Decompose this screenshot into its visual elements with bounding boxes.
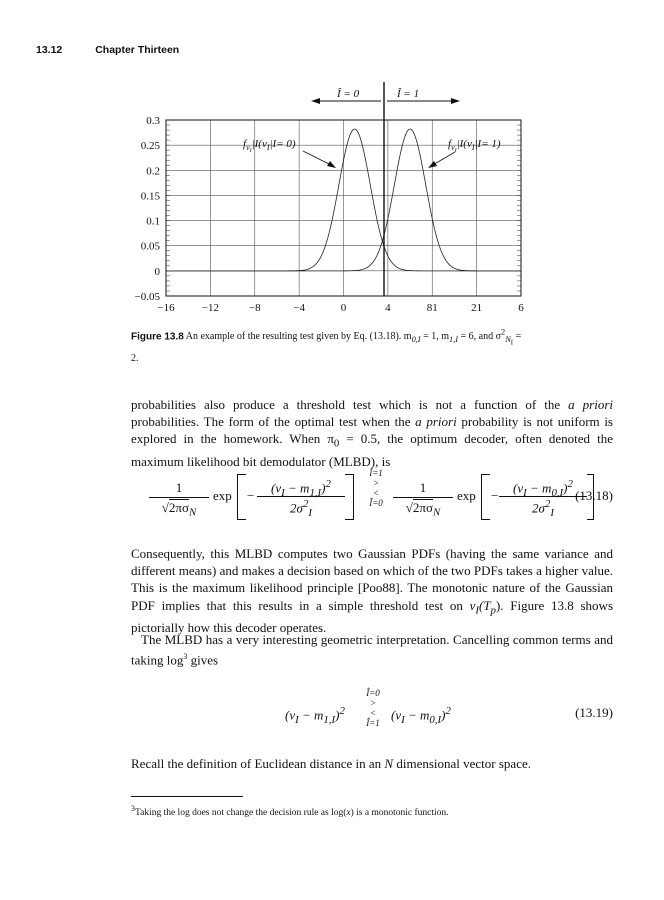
paragraph-euclidean: Recall the definition of Euclidean distance in an N dimensional vector space. bbox=[131, 756, 531, 771]
eq18-one-b: 1 bbox=[419, 480, 427, 495]
paragraph-geometric: The MLBD has a very interesting geometric interpretation. Cancelling common terms and taking $\log^3$ gives bbox=[131, 632, 613, 668]
curve-label-left: $f_vI|I(v_I|I= 0)$ bbox=[243, 138, 296, 154]
caption-label: Figure 13.8 bbox=[131, 331, 184, 343]
eq18-frac-line-d bbox=[499, 496, 587, 497]
eq18-bracket-open-b bbox=[481, 474, 490, 520]
footnote-rule bbox=[131, 796, 243, 797]
x-tick-label: −4 bbox=[293, 302, 305, 314]
eq18-den-b: $2\sigma^2_I$ bbox=[532, 498, 554, 519]
eq18-num-b: $(v_I - m_{0,I})^2$ bbox=[513, 478, 573, 499]
eq18-bracket-close-a bbox=[345, 474, 354, 520]
eq19-decision-rule: Î=0 > < Î=1 bbox=[366, 688, 380, 728]
x-tick-label: 6 bbox=[518, 302, 524, 314]
x-tick-label: −16 bbox=[157, 302, 175, 314]
eq18-num-a: $(v_I - m_{1,I})^2$ bbox=[271, 478, 331, 499]
curve-label-right: $f_vI|I(v_I|I= 1)$ bbox=[448, 138, 501, 154]
chapter-title: Chapter Thirteen bbox=[95, 44, 180, 56]
x-tick-label: 81 bbox=[426, 302, 438, 314]
x-tick-label: −8 bbox=[248, 302, 261, 314]
caption-text: An example of the resulting test given by Eq. (13.18). $m_{0,I} = 1$, $m_{1,I} = 6$, and $\sigma^2_{N_I} = 2$. bbox=[131, 328, 522, 364]
eq18-minus-a: − bbox=[247, 488, 255, 503]
eq18-frac-line-c bbox=[393, 497, 453, 498]
figure-caption bbox=[131, 325, 531, 366]
eq18-sqrt-a: $√2\pi\sigma_N$ bbox=[161, 500, 197, 519]
eq18-sqrt-b: $√2\pi\sigma_N$ bbox=[405, 500, 441, 519]
eq18-minus-b: − bbox=[491, 488, 499, 503]
figure-13-8-chart bbox=[0, 0, 664, 320]
y-tick-label: 0.15 bbox=[140, 190, 160, 203]
eq19-rhs: $(v_I - m_{0,I})^2$ bbox=[391, 705, 451, 726]
y-tick-label: −0.05 bbox=[134, 291, 160, 303]
eq18-one-a: 1 bbox=[175, 480, 183, 495]
y-tick-label: 0 bbox=[154, 265, 160, 278]
paragraph-mlbd: Consequently, this MLBD computes two Gaussian PDFs (having the same variance and different means) and makes a decision based on which of the two PDFs takes a higher value. This is the maximum likelihood principle [Poo88]. The monotonic nature of the Gaussian PDF implies that this results in a simple threshold test on $v_I(T_p)$. Figure 13.8 shows pictorially how this decoder operates. bbox=[131, 546, 613, 636]
y-tick-label: 0.3 bbox=[146, 115, 160, 127]
eq18-decision-rule: Î=1 > < Î=0 bbox=[369, 468, 383, 508]
decision-label-left: Î = 0 bbox=[337, 88, 360, 100]
x-tick-label: −12 bbox=[201, 302, 219, 314]
equation-13-19 bbox=[131, 688, 613, 736]
y-tick-label: 0.25 bbox=[140, 140, 160, 153]
equation-13-18 bbox=[131, 468, 613, 536]
footnote: $^3$Taking the log does not change the decision rule as log(x) is a monotonic function. bbox=[131, 804, 449, 819]
y-tick-label: 0.05 bbox=[140, 240, 160, 253]
decision-label-right: Î = 1 bbox=[397, 88, 420, 100]
eq18-exp-a: exp bbox=[213, 488, 232, 503]
x-tick-label: 0 bbox=[340, 302, 347, 314]
eq18-frac-line-b bbox=[257, 496, 345, 497]
eq18-bracket-open-a bbox=[237, 474, 246, 520]
pointer-left-arrowhead-icon bbox=[327, 161, 336, 168]
eq18-den-a: $2\sigma^2_I$ bbox=[290, 498, 312, 519]
eq19-number: (13.19) bbox=[575, 705, 613, 720]
x-tick-label: 4 bbox=[385, 302, 391, 314]
right-arrowhead-icon bbox=[451, 98, 460, 104]
paragraph-intro: probabilities also produce a threshold test which is not a function of the a priori probabilities. The form of the optimal test when the a priori probability is not uniform is explored in the homework. When $\pi_0 = 0.5$, the optimum decoder, often denoted the maximum likelihood bit demodulator (MLBD), is bbox=[131, 397, 614, 470]
eq19-lhs: $(v_I - m_{1,I})^2$ bbox=[285, 705, 345, 726]
y-tick-label: 0.2 bbox=[146, 165, 160, 178]
x-tick-label: 21 bbox=[471, 302, 483, 314]
left-arrowhead-icon bbox=[311, 98, 320, 104]
eq18-exp-b: exp bbox=[457, 488, 476, 503]
eq18-number: (13.18) bbox=[575, 488, 613, 503]
page-number: 13.12 bbox=[36, 44, 63, 56]
y-tick-label: 0.1 bbox=[146, 215, 160, 228]
eq18-frac-line-a bbox=[149, 497, 209, 498]
